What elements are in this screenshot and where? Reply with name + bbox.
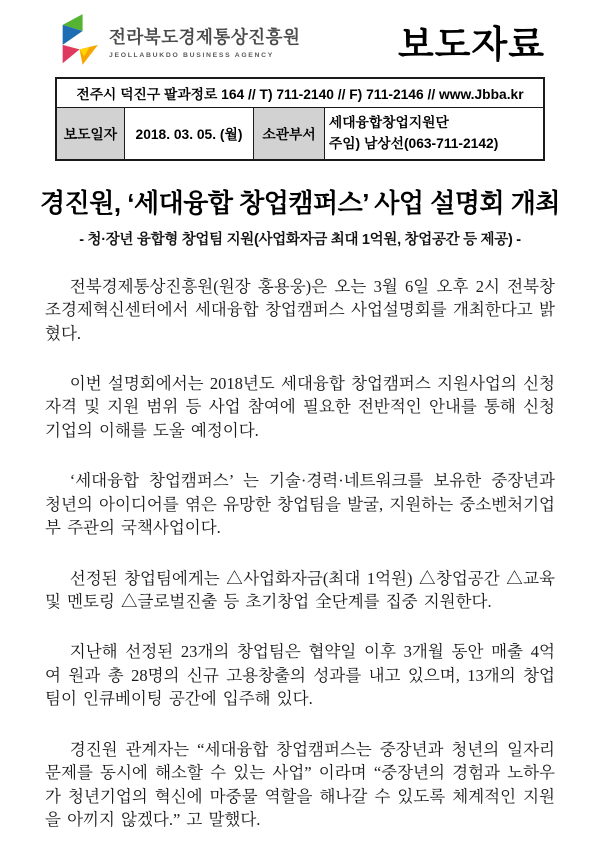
headline-subtitle: - 청·장년 융합형 창업팀 지원(사업화자금 최대 1억원, 창업공간 등 제공) -	[79, 231, 521, 248]
body-paragraph: 경진원 관계자는 “세대융합 창업캠퍼스는 중장년과 청년의 일자리 문제를 동시에 해소할 수 있는 사업” 이라며 “중장년의 경험과 노하우가 청년기업의 혁신에 마중물 역할을 해나갈 수 있도록 체계적인 지원을 아끼지 않겠다.” 고 말했다.	[45, 739, 555, 829]
body-paragraph: 선정된 창업팀에게는 △사업화자금(최대 1억원) △창업공간 △교육 및 멘토링 △글로벌진출 등 초기창업 全단계를 집중 지원한다.	[45, 568, 555, 611]
release-date-value: 2018. 03. 05. (월)	[124, 108, 253, 160]
body-paragraph: 이번 설명회에서는 2018년도 세대융합 창업캠퍼스 지원사업의 신청자격 및 지원 범위 등 사업 참여에 필요한 전반적인 안내를 통해 신청기업의 이해를 도울 예정이다.	[45, 374, 555, 440]
article-body	[45, 275, 555, 832]
release-date-label: 보도일자	[56, 108, 124, 160]
doc-type-title: 보도자료	[398, 24, 545, 65]
body-paragraph: 전북경제통상진흥원(원장 홍용웅)은 오는 3월 6일 오후 2시 전북창조경제혁신센터에서 세대융합 창업캠퍼스 사업설명회를 개최한다고 밝혔다.	[45, 276, 555, 343]
table-row-meta	[56, 108, 544, 160]
department-value	[324, 108, 544, 160]
table-row-address	[56, 78, 544, 108]
org-name-en: JEOLLABUKDO BUSINESS AGENCY	[109, 51, 274, 59]
department-contact: 주임) 남상선(063-711-2142)	[328, 136, 499, 152]
agency-logo-icon	[55, 13, 101, 69]
info-table	[55, 77, 545, 161]
headline-block	[0, 183, 600, 249]
agency-logo-text	[109, 24, 300, 59]
department-name: 세대융합창업지원단	[328, 115, 449, 130]
org-name: 전라북도경제통상진흥원	[109, 26, 301, 47]
department-label: 소관부서	[254, 108, 325, 160]
agency-logo	[55, 13, 300, 69]
page-header	[55, 13, 545, 69]
headline-title: 경진원, ‘세대융합 창업캠퍼스’ 사업 설명회 개최	[39, 187, 561, 218]
address-line: 전주시 덕진구 팔과정로 164 // T) 711-2140 // F) 711-2146 // www.Jbba.kr	[56, 78, 544, 108]
body-paragraph: ‘세대융합 창업캠퍼스’ 는 기술·경력·네트워크를 보유한 중장년과 청년의 아이디어를 엮은 유망한 창업팀을 발굴, 지원하는 중소벤처기업부 주관의 국책사업이다.	[45, 471, 555, 538]
body-paragraph: 지난해 선정된 23개의 창업팀은 협약일 이후 3개월 동안 매출 4억여 원과 총 28명의 신규 고용창출의 성과를 내고 있으며, 13개의 창업팀이 인큐베이팅 공간에 입주해 있다.	[45, 642, 555, 709]
